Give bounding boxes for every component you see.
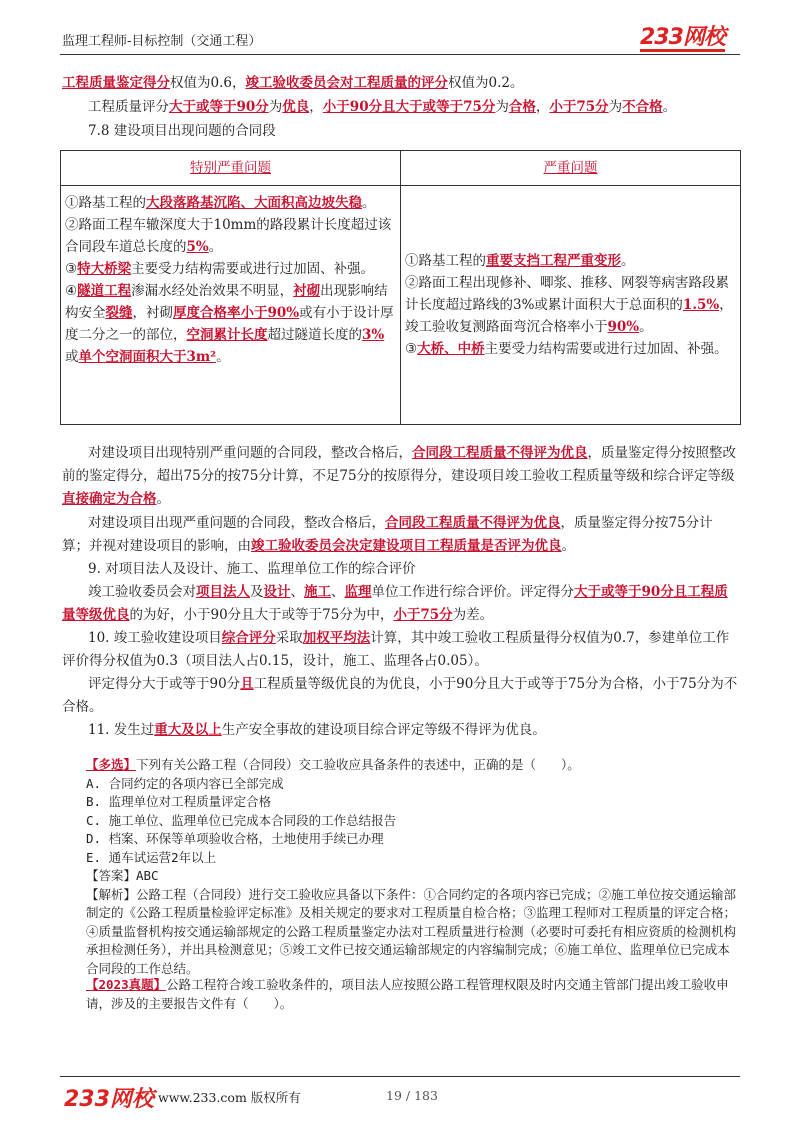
text: 。 bbox=[156, 491, 170, 507]
highlight: 大于或等于90分且工程质量等级优良 bbox=[62, 584, 728, 623]
highlight: 大于或等于90分 bbox=[169, 99, 269, 115]
page-number: 19 / 183 bbox=[386, 1088, 438, 1103]
cell-item-2 bbox=[405, 272, 736, 338]
footer-logo[interactable]: 233网校 bbox=[64, 1087, 154, 1112]
text: 竣工验收委员会对 bbox=[88, 584, 196, 600]
body-paragraph-7 bbox=[62, 719, 738, 742]
body-paragraph-4 bbox=[62, 581, 738, 627]
text: 计算，其中竣工验收工程质量得分权值为0.7，参建单位工作评价得分权值为0.3（项目法人占0.15，设计，施工、监理各占0.05）。 bbox=[62, 630, 730, 669]
highlight: 且 bbox=[240, 676, 254, 692]
question-2023 bbox=[86, 976, 738, 1013]
text: 的为好，小于90分且大于或等于75分为中， bbox=[129, 607, 394, 623]
analysis: 【解析】公路工程（合同段）进行交工验收应具备以下条件：①合同约定的各项内容已完成；②施工单位按交通运输部制定的《公路工程质量检验评定标准》及相关规定的要求对工程质量自检合格；③监理工程师对工程质量的评定合格；④质量监督机构按交通运输部规定的公路工程质量鉴定办法对工程质量进行检测（必要时可委托有相应资质的检测机构承担检测任务），并出具检测意见；⑤竣工文件已按交通运输部规定的内容编制完成；⑥施工单位、监理单位已完成本合同段的工作总结。 bbox=[86, 886, 737, 976]
option-d: D. 档案、环保等单项验收合格，土地使用手续已办理 bbox=[86, 831, 384, 846]
table-header-severe bbox=[401, 151, 741, 186]
highlight: 裂缝 bbox=[105, 305, 133, 321]
highlight: 合同段工程质量不得评为优良 bbox=[412, 445, 588, 461]
cell-item-1 bbox=[65, 192, 396, 214]
footer-copyright: www.233.com 版权所有 bbox=[158, 1090, 301, 1105]
text: ， bbox=[309, 99, 323, 115]
text: ②路面工程车辙深度大于10mm的路段累计长度超过该合同段车道总长度的 bbox=[65, 217, 392, 255]
highlight: 合格 bbox=[508, 99, 536, 115]
header-title: 监理工程师-目标控制（交通工程） bbox=[62, 34, 262, 49]
text: 。 bbox=[362, 195, 376, 211]
highlight: 设计 bbox=[263, 584, 291, 600]
highlight: 综合评分 bbox=[221, 630, 276, 646]
cell-item-1 bbox=[405, 250, 736, 272]
highlight: 大桥、中桥 bbox=[417, 341, 485, 357]
highlight: 厚度合格率小于90% bbox=[173, 305, 300, 321]
text: 。 bbox=[621, 253, 635, 269]
question-tag: 【多选】 bbox=[86, 757, 137, 772]
body-paragraph-5 bbox=[62, 627, 738, 673]
text: 工程质量评分 bbox=[88, 99, 169, 115]
text: 11. 发生过 bbox=[88, 722, 155, 738]
text: 权值为0.6， bbox=[170, 75, 246, 91]
text: 单位工作进行综合评价。评定得分 bbox=[371, 584, 574, 600]
question-multiple-choice bbox=[86, 756, 738, 978]
text: 。 bbox=[639, 319, 653, 335]
text: ③ bbox=[65, 261, 78, 277]
body-paragraph-2 bbox=[62, 512, 738, 558]
highlight: 小于75分 bbox=[549, 99, 609, 115]
logo-text: 233网校 bbox=[640, 25, 725, 50]
section-heading-7-8: 7.8 建设项目出现问题的合同段 bbox=[88, 123, 276, 139]
highlight: 空洞累计长度 bbox=[186, 327, 268, 343]
highlight: 大段落路基沉陷、大面积高边坡失稳 bbox=[146, 195, 362, 211]
highlight: 重要支挡工程严重变形 bbox=[486, 253, 621, 269]
text: ①路基工程的 bbox=[405, 253, 486, 269]
text: 10. 竣工验收建设项目 bbox=[88, 630, 222, 646]
highlight: 不合格 bbox=[622, 99, 663, 115]
highlight: 加权平均法 bbox=[302, 630, 371, 646]
header-divider bbox=[60, 54, 740, 55]
footer-divider bbox=[60, 1076, 740, 1077]
highlight: 5% bbox=[186, 239, 209, 255]
text: 出现影响结构安全 bbox=[65, 283, 388, 321]
text: ④ bbox=[65, 283, 78, 299]
text: 、 bbox=[290, 584, 304, 600]
text: ③ bbox=[405, 341, 418, 357]
table-cell-severe bbox=[401, 186, 741, 425]
highlight: 隧道工程 bbox=[77, 283, 132, 299]
highlight: 合同段工程质量不得评为优良 bbox=[385, 515, 561, 531]
text: ②路面工程出现修补、唧浆、推移、网裂等病害路段累计长度超过路线的3%或累计面积大于总面积的 bbox=[405, 275, 729, 313]
section-heading-9: 9. 对项目法人及设计、施工、监理单位工作的综合评价 bbox=[88, 561, 416, 577]
highlight: 施工 bbox=[304, 584, 331, 600]
text: ，质量鉴定得分按75分计算；并视对建设项目的影响，由 bbox=[62, 515, 713, 554]
header-text: 严重问题 bbox=[543, 160, 598, 176]
body-paragraph-1 bbox=[62, 442, 738, 511]
text: 及 bbox=[250, 584, 264, 600]
text: ，质量鉴定得分按照整改前的鉴定得分，超出75分的按75分计算，不足75分的按原得分，建设项目竣工验收工程质量等级和综合评定等级 bbox=[62, 445, 736, 484]
text: 工程质量等级优良的为优良，小于90分且大于或等于75分为合格，小于75分为不合格。 bbox=[62, 676, 738, 715]
text: ，竣工验收复测路面弯沉合格率小于 bbox=[405, 297, 733, 335]
text: 主要受力结构需要或进行过加固、补强。 bbox=[131, 261, 375, 277]
text: 或有小于设计厚度二分之一的部位， bbox=[65, 305, 394, 343]
text: 。 bbox=[216, 349, 230, 365]
text: ， bbox=[535, 99, 550, 115]
text: 公路工程符合竣工验收条件的，项目法人应按照公路工程管理权限及时内交通主管部门提出竣工验收申请，涉及的主要报告文件有（ ）。 bbox=[86, 977, 729, 1011]
text: 评定得分大于或等于90分 bbox=[88, 676, 241, 692]
cell-item-4 bbox=[65, 280, 396, 368]
option-e: E. 通车试运营2年以上 bbox=[86, 849, 217, 865]
text: 权值为0.2。 bbox=[447, 75, 524, 91]
highlight: 特大桥梁 bbox=[77, 261, 132, 277]
intro-paragraph-2 bbox=[62, 96, 738, 119]
cell-item-2 bbox=[65, 214, 396, 258]
text: 主要受力结构需要或进行过加固、补强。 bbox=[484, 341, 728, 357]
highlight: 小于90分且大于或等于75分 bbox=[322, 99, 496, 115]
highlight: 重大及以上 bbox=[154, 722, 222, 738]
highlight: 小于75分 bbox=[393, 607, 453, 623]
text: 为 bbox=[495, 99, 509, 115]
brand-logo[interactable] bbox=[640, 20, 725, 52]
text: 。 bbox=[662, 99, 677, 115]
highlight: 3% bbox=[362, 327, 385, 343]
highlight: 直接确定为合格 bbox=[62, 491, 157, 507]
text: 。 bbox=[561, 538, 575, 554]
highlight: 单个空洞面积大于3m² bbox=[78, 349, 217, 365]
text: ，衬砌 bbox=[132, 305, 173, 321]
text: 为 bbox=[268, 99, 283, 115]
cell-item-3 bbox=[405, 338, 736, 360]
highlight: 90% bbox=[607, 319, 640, 335]
highlight: 项目法人 bbox=[196, 584, 250, 600]
question-stem bbox=[86, 756, 738, 775]
cell-item-3 bbox=[65, 258, 396, 280]
text: 。 bbox=[208, 239, 223, 255]
text: 超过隧道长度的 bbox=[267, 327, 362, 343]
table-cell-severe-special bbox=[61, 186, 401, 425]
text: 渗漏水经处治效果不明显， bbox=[131, 283, 294, 299]
text: 下列有关公路工程（合同段）交工验收应具备条件的表述中，正确的是（ ）。 bbox=[136, 757, 580, 772]
highlight: 竣工验收委员会决定建设项目工程质量是否评为优良 bbox=[251, 538, 562, 554]
question-tag: 【2023真题】 bbox=[86, 977, 167, 992]
problem-table bbox=[60, 150, 741, 425]
answer: 【答案】ABC bbox=[86, 868, 159, 883]
text: 对建设项目出现严重问题的合同段，整改合格后， bbox=[88, 515, 385, 531]
highlight: 竣工验收委员会对工程质量的评分 bbox=[245, 75, 448, 91]
text: 、 bbox=[331, 584, 345, 600]
highlight: 衬砌 bbox=[293, 283, 321, 299]
text: 对建设项目出现特别严重问题的合同段，整改合格后， bbox=[88, 445, 412, 461]
text: 或 bbox=[65, 349, 79, 365]
text: ①路基工程的 bbox=[65, 195, 146, 211]
highlight: 优良 bbox=[282, 99, 310, 115]
option-b: B. 监理单位对工程质量评定合格 bbox=[86, 794, 272, 809]
option-a: A. 合同约定的各项内容已全部完成 bbox=[86, 775, 284, 791]
option-c: C. 施工单位、监理单位已完成本合同段的工作总结报告 bbox=[86, 812, 397, 828]
body-paragraph-6 bbox=[62, 673, 738, 719]
highlight: 1.5% bbox=[682, 297, 720, 313]
text: 采取 bbox=[275, 630, 303, 646]
intro-paragraph-1 bbox=[62, 72, 738, 95]
text: 为差。 bbox=[452, 607, 494, 623]
header-text: 特别严重问题 bbox=[190, 160, 271, 176]
text: 为 bbox=[608, 99, 623, 115]
table-header-severe-special bbox=[61, 151, 401, 186]
text: 生产安全事故的建设项目综合评定等级不得评为优良。 bbox=[221, 722, 546, 738]
highlight: 工程质量鉴定得分 bbox=[62, 75, 170, 91]
highlight: 监理 bbox=[344, 584, 372, 600]
